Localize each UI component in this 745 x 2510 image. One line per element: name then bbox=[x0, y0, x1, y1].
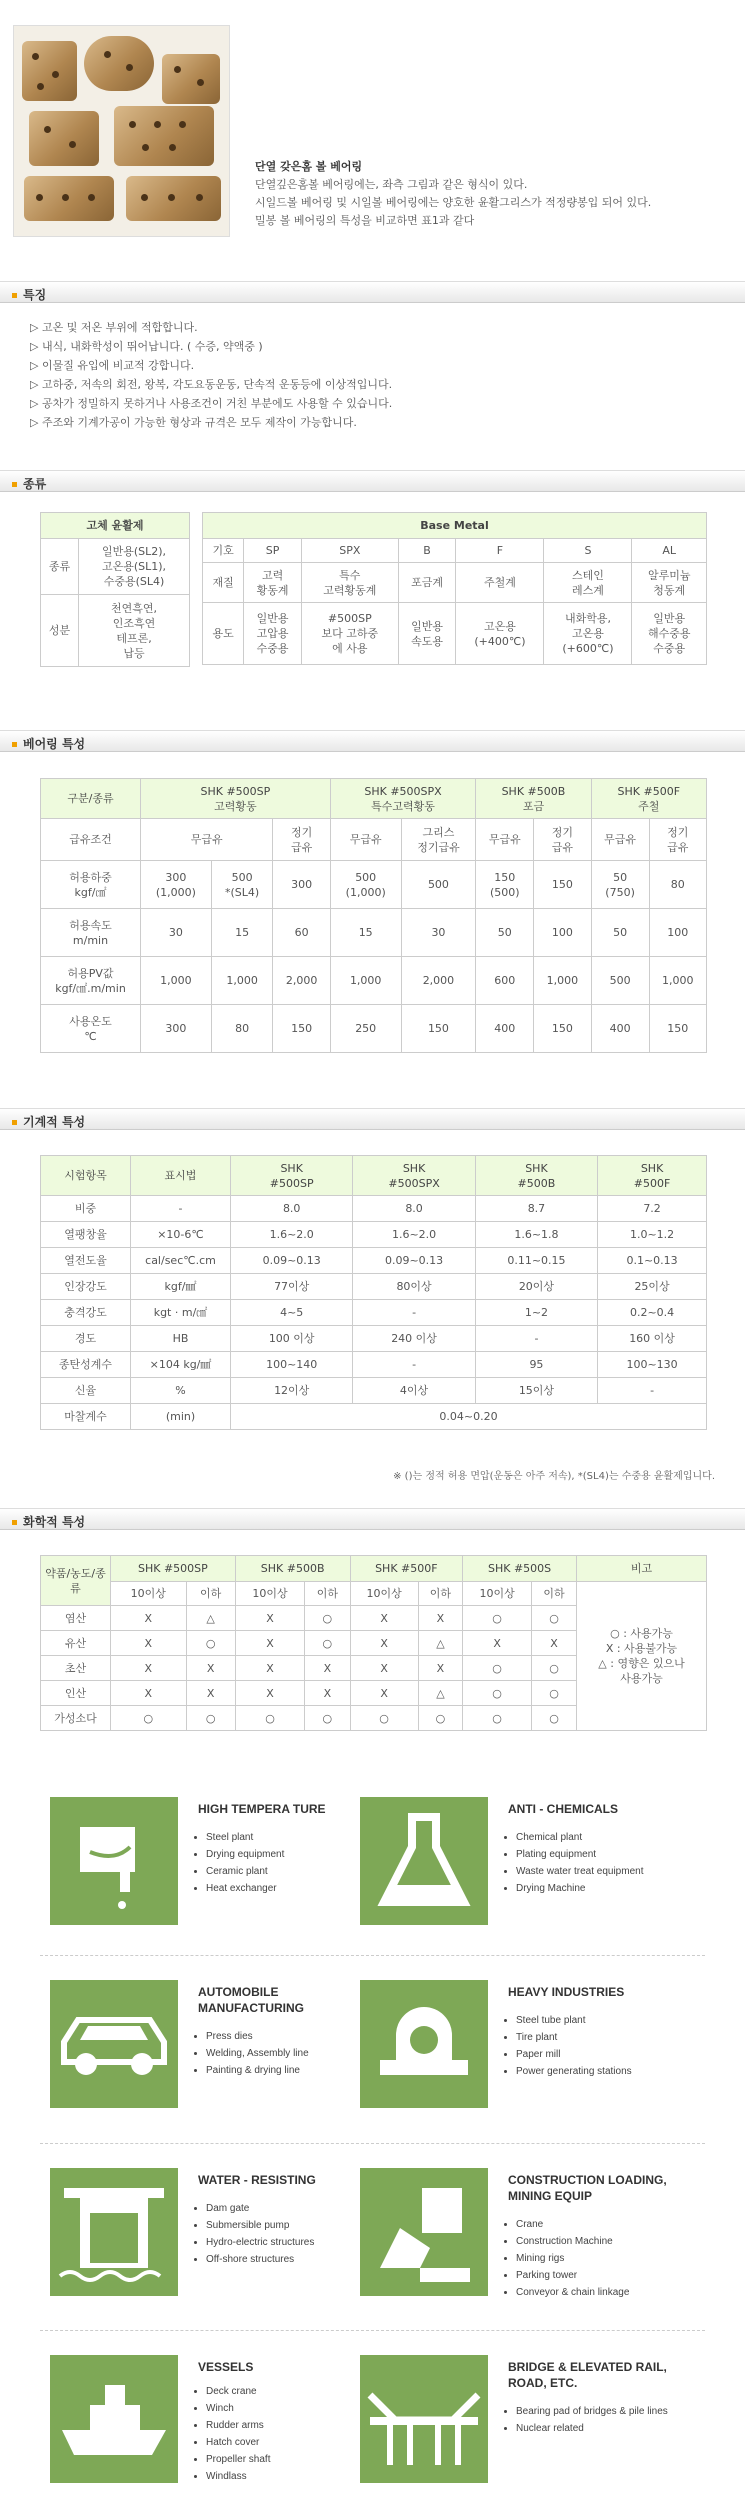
mech-note: ※ ()는 정적 허용 면압(운동은 아주 저속), *(SL4)는 수중용 윤활제입니다. bbox=[393, 1471, 715, 1482]
section-types-header: 종류 bbox=[0, 470, 745, 492]
intro-text bbox=[255, 158, 651, 230]
intro-line: 단열깊은홈볼 베어링에는, 좌측 그림과 같은 형식이 있다. bbox=[255, 178, 528, 191]
feature-item: ▷ 내식, 내화학성이 뛰어납니다. ( 수증, 약액중 ) bbox=[30, 337, 392, 356]
feature-item: ▷ 주조와 기계가공이 가능한 형상과 규격은 모두 제작이 가능합니다. bbox=[30, 413, 392, 432]
intro bbox=[0, 0, 745, 245]
chem-remark: ○ : 사용가능 X : 사용불가능 △ : 영향은 있으나 사용가능 bbox=[577, 1582, 707, 1731]
app-high-temperature: HIGH TEMPERA TURE • Steel plant • Drying equipment • Ceramic plant • Heat exchanger bbox=[0, 1797, 370, 1925]
bridge-icon bbox=[360, 2355, 488, 2483]
ship-icon bbox=[50, 2355, 178, 2483]
intro-line: 시일드볼 베어링 및 시일볼 베어링에는 양호한 윤활그리스가 적정량봉입 되어 있다. bbox=[255, 196, 652, 209]
chem-table: 약품/농도/종류 SHK #500SP SHK #500B SHK #500F SHK #500S 비고 10이상 이하 10이상 이하 10이상 이하 10이상 이하 ○ : 사용가능 X : 사용불가능 △ : 영향은 있으나 사용가능 염산 X △ X ○ X X ○ ○ 유산 X ○ X ○ X △ X X 초산 X X X X X X ○ ○ 인산 X X X X X △ ○ ○ 가성소다 ○ ○ ○ ○ ○ ○ ○ ○ bbox=[40, 1555, 707, 1731]
bearing-table: 구분/종류 SHK #500SP 고력황동 SHK #500SPX 특수고력황동 SHK #500B 포금 SHK #500F 주철 급유조건 무급유 정기 급유 무급유 그리스 정기급유 무급유 정기 급유 무급유 정기 급유 허용하중 kgf/㎠ 300 (1,000) 500 *(SL4) 300 500 (1,000) 500 150 (500) 150 50 (750) 80 허용속도 m/min 30 15 60 15 30 50 100 50 100 허용PV값 kgf/㎠.m/min 1,000 1,000 2,000 1,000 2,000 600 1,000 500 1,000 사용온도 ℃ 300 80 150 250 150 400 150 400 150 bbox=[40, 778, 707, 1053]
features-list bbox=[30, 318, 392, 432]
feature-item: ▷ 고하중, 저속의 회전, 왕복, 각도요동운동, 단속적 운동등에 이상적입니다. bbox=[30, 375, 392, 394]
app-bridge: BRIDGE & ELEVATED RAIL, ROAD, ETC. • Bearing pad of bridges & pile lines • Nuclear related bbox=[320, 2355, 690, 2483]
section-chem-header: 화학적 특성 bbox=[0, 1508, 745, 1530]
intro-title: 단열 갖은홈 볼 베어링 bbox=[255, 160, 363, 173]
product-photo bbox=[13, 25, 230, 237]
app-construction: CONSTRUCTION LOADING, MINING EQUIP • Crane • Construction Machine • Mining rigs • Parking tower • Conveyor & chain linkage bbox=[320, 2168, 690, 2296]
base-metal-table: Base Metal 기호 SP SPX B F S AL 재질 고력 황동계 특수 고력황동계 포금계 주철계 스테인 레스계 알루미늄 청동계 용도 일반용 고압용 수중용 #500SP 보다 고하중 에 사용 일반용 속도용 고온용 (+400℃) 내화학용, 고온용 (+600℃) 일반용 해수중용 수중용 bbox=[202, 512, 707, 665]
section-mech-header: 기계적 특성 bbox=[0, 1108, 745, 1130]
app-automobile: AUTOMOBILE MANUFACTURING • Press dies • Welding, Assembly line • Painting & drying line bbox=[0, 1980, 370, 2108]
flask-icon bbox=[360, 1797, 488, 1925]
app-anti-chemicals: ANTI - CHEMICALS • Chemical plant • Plating equipment • Waste water treat equipment • Drying Machine bbox=[320, 1797, 690, 1925]
intro-line: 밀봉 볼 베어링의 특성을 비교하면 표1과 같다 bbox=[255, 214, 475, 227]
section-features-header: 특징 bbox=[0, 281, 745, 303]
app-heavy-industries: HEAVY INDUSTRIES • Steel tube plant • Tire plant • Paper mill • Power generating stations bbox=[320, 1980, 690, 2108]
pillow-block-icon bbox=[360, 1980, 488, 2108]
feature-item: ▷ 고온 및 저온 부위에 적합합니다. bbox=[30, 318, 392, 337]
car-icon bbox=[50, 1980, 178, 2108]
mech-table: 시험항목 표시법 SHK #500SP SHK #500SPX SHK #500B SHK #500F 비중 - 8.0 8.0 8.7 7.2 열팽창율 ×10-6℃ 1.6~2.0 1.6~2.0 1.6~1.8 1.0~1.2 열전도율 cal/sec℃.cm 0.09~0.13 0.09~0.13 0.11~0.15 0.1~0.13 인장강도 kgf/㎟ 77이상 80이상 20이상 25이상 충격강도 kgt · m/㎠ 4~5 - 1~2 0.2~0.4 경도 HB 100 이상 240 이상 - 160 이상 종탄성계수 ×104 kg/㎟ 100~140 - 95 100~130 신율 % 12이상 4이상 15이상 - 마찰계수 (min) 0.04~0.20 bbox=[40, 1155, 707, 1430]
lubricant-table: 고체 윤활제 종류 일반용(SL2), 고온용(SL1), 수중용(SL4) 성분 천연흑연, 인조흑연 테프론, 납등 bbox=[40, 512, 190, 667]
app-vessels: VESSELS • Deck crane • Winch • Rudder arms • Hatch cover • Propeller shaft • Windlass bbox=[0, 2355, 370, 2483]
feature-item: ▷ 이물질 유입에 비교적 강합니다. bbox=[30, 356, 392, 375]
feature-item: ▷ 공차가 정밀하지 못하거나 사용조건이 거친 부분에도 사용할 수 있습니다. bbox=[30, 394, 392, 413]
excavator-icon bbox=[360, 2168, 488, 2296]
app-water-resisting: WATER - RESISTING • Dam gate • Submersible pump • Hydro-electric structures • Off-shore structures bbox=[0, 2168, 370, 2296]
section-bearing-header: 베어링 특성 bbox=[0, 730, 745, 752]
pouring-ladle-icon bbox=[50, 1797, 178, 1925]
dam-gate-icon bbox=[50, 2168, 178, 2296]
